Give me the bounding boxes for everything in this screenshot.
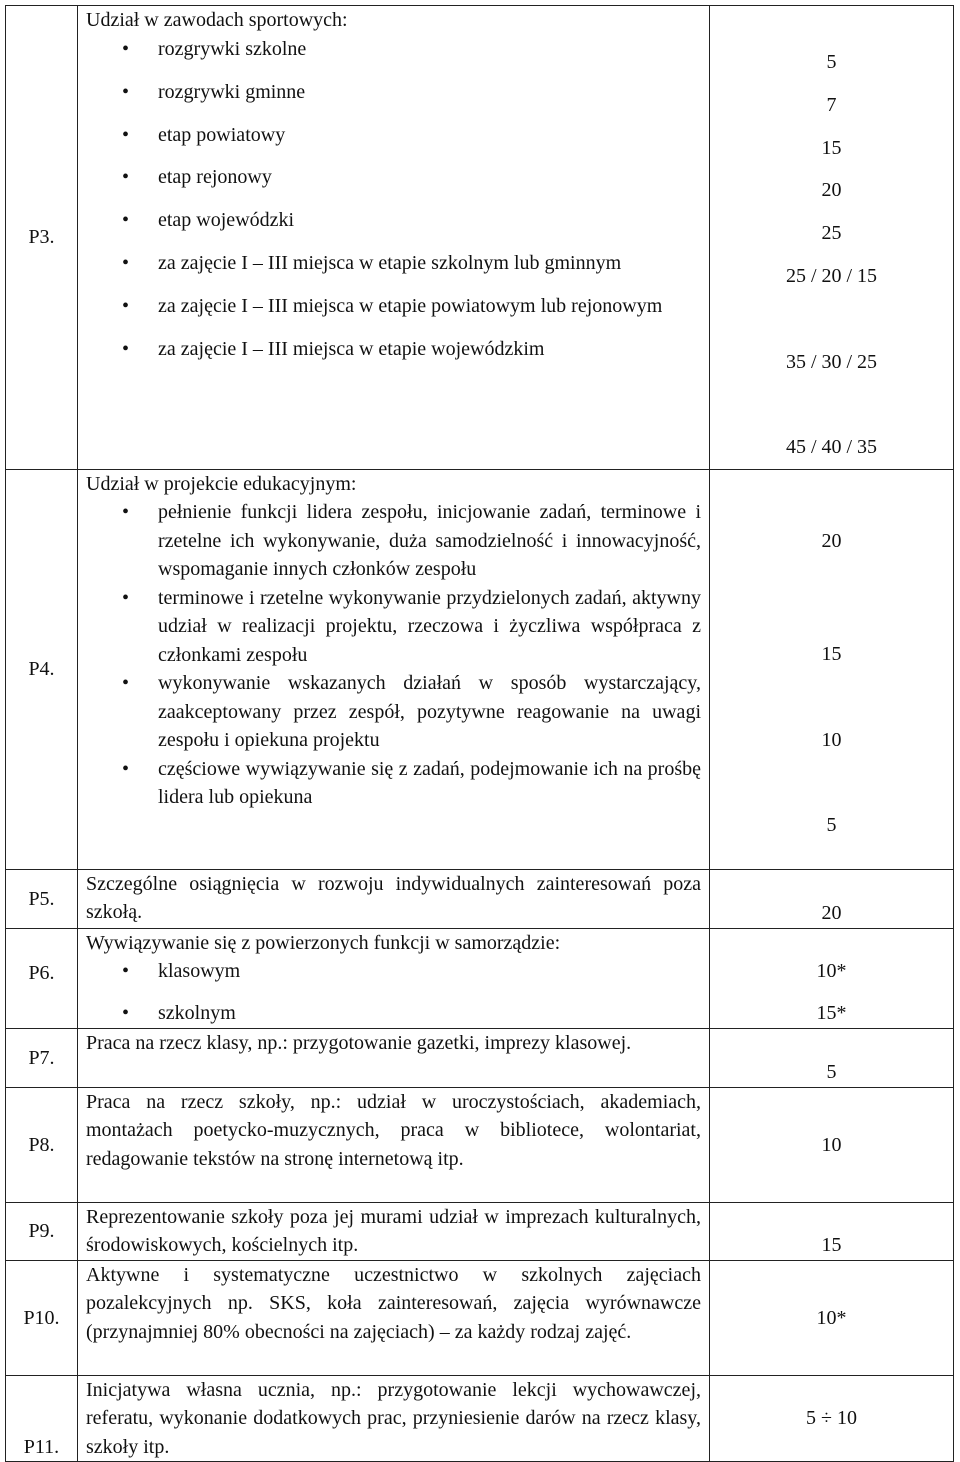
points-value: 20 [821, 179, 842, 202]
list-item: • szkolnym [86, 999, 701, 1027]
table-row-p5 [6, 869, 954, 928]
row-points: 10 [710, 1087, 954, 1202]
points-value: 15 [821, 136, 842, 159]
points-value: 25 / 20 / 15 [785, 264, 878, 287]
table-row-p7 [6, 1028, 954, 1087]
row-points: 10* [710, 1260, 954, 1375]
row-points: 20 [710, 869, 954, 928]
row-points [710, 928, 954, 1028]
list-item: • etap wojewódzki [86, 199, 701, 242]
row-title: Udział w projekcie edukacyjnym: [86, 472, 357, 495]
points-value: 5 [826, 51, 837, 73]
row-description: Szczególne osiągnięcia w rozwoju indywidualnych zainteresowań poza szkołą. [78, 869, 710, 928]
table-row-p10 [6, 1260, 954, 1375]
list-item: • rozgrywki gminne [86, 71, 701, 114]
points-value: 20 [821, 529, 842, 552]
row-code: P4. [6, 469, 78, 869]
row-points [710, 469, 954, 869]
bullet-list [86, 498, 701, 812]
table-row-p9 [6, 1202, 954, 1260]
list-item: • terminowe i rzetelne wykonywanie przydzielonych zadań, aktywny udział w realizacji projektu, rzeczowa i życzliwa współpraca z członkami zespołu [86, 584, 701, 670]
table-row-p8 [6, 1087, 954, 1202]
row-description: Aktywne i systematyczne uczestnictwo w szkolnych zajęciach pozalekcyjnych np. SKS, koła zainteresowań, zajęcia wyrównawcze (przynajmniej 80% obecności na zajęciach) – za każdy rodzaj zajęć. [78, 1260, 710, 1375]
list-item: • częściowe wywiązywanie się z zadań, podejmowanie ich na prośbę lidera lub opiekuna [86, 755, 701, 812]
table-row-p3 [6, 6, 954, 470]
list-item: • etap rejonowy [86, 156, 701, 199]
row-points [710, 6, 954, 470]
points-table [5, 5, 954, 1462]
points-value: 15 [821, 643, 842, 666]
points-value: 35 / 30 / 25 [785, 350, 878, 373]
points-value: 45 / 40 / 35 [785, 436, 878, 459]
row-code: P11. [6, 1375, 78, 1462]
list-item: • rozgrywki szkolne [86, 28, 701, 71]
row-points: 5 ÷ 10 [710, 1375, 954, 1462]
row-description: Praca na rzecz klasy, np.: przygotowanie gazetki, imprezy klasowej. [78, 1028, 710, 1087]
points-value: 10* [816, 959, 847, 982]
list-item: • etap powiatowy [86, 114, 701, 157]
points-value: 25 [821, 222, 842, 245]
table-row-p11 [6, 1375, 954, 1462]
row-title: Udział w zawodach sportowych: [86, 9, 348, 31]
points-value: 10 [821, 728, 842, 751]
list-item: • za zajęcie I – III miejsca w etapie szkolnym lub gminnym [86, 242, 701, 285]
bullet-list [86, 28, 701, 370]
row-description [78, 469, 710, 869]
row-points: 5 [710, 1028, 954, 1087]
points-value: 7 [826, 93, 837, 116]
row-points: 15 [710, 1202, 954, 1260]
row-description: Reprezentowanie szkoły poza jej murami udział w imprezach kulturalnych, środowiskowych, kościelnych itp. [78, 1202, 710, 1260]
list-item: • za zajęcie I – III miejsca w etapie wojewódzkim [86, 328, 701, 371]
row-description: Inicjatywa własna ucznia, np.: przygotowanie lekcji wychowawczej, referatu, wykonanie dodatkowych prac, przyniesienie darów na rzecz klasy, szkoły itp. [78, 1375, 710, 1462]
bullet-list [86, 957, 701, 1027]
row-description: Praca na rzecz szkoły, np.: udział w uroczystościach, akademiach, montażach poetycko-muzycznych, praca w bibliotece, wolontariat, redagowanie tekstów na stronę internetową itp. [78, 1087, 710, 1202]
row-description [78, 6, 710, 470]
list-item: • klasowym [86, 957, 701, 985]
row-code: P6. [6, 928, 78, 1028]
row-code: P10. [6, 1260, 78, 1375]
row-title: Wywiązywanie się z powierzonych funkcji w samorządzie: [86, 931, 561, 954]
row-code: P9. [6, 1202, 78, 1260]
row-code: P3. [6, 6, 78, 470]
row-code: P5. [6, 869, 78, 928]
row-code: P8. [6, 1087, 78, 1202]
row-description [78, 928, 710, 1028]
row-code: P7. [6, 1028, 78, 1087]
list-item: • za zajęcie I – III miejsca w etapie powiatowym lub rejonowym [86, 285, 701, 328]
list-item: • pełnienie funkcji lidera zespołu, inicjowanie zadań, terminowe i rzetelne ich wykonywanie, duża samodzielność i innowacyjność, wspomaganie innych członków zespołu [86, 498, 701, 584]
points-value: 5 [826, 814, 837, 837]
points-value: 15* [816, 1002, 847, 1025]
list-item: • wykonywanie wskazanych działań w sposób wystarczający, zaakceptowany przez zespół, pozytywne reagowanie na uwagi zespołu i opiekuna projektu [86, 669, 701, 755]
table-row-p6 [6, 928, 954, 1028]
table-row-p4 [6, 469, 954, 869]
